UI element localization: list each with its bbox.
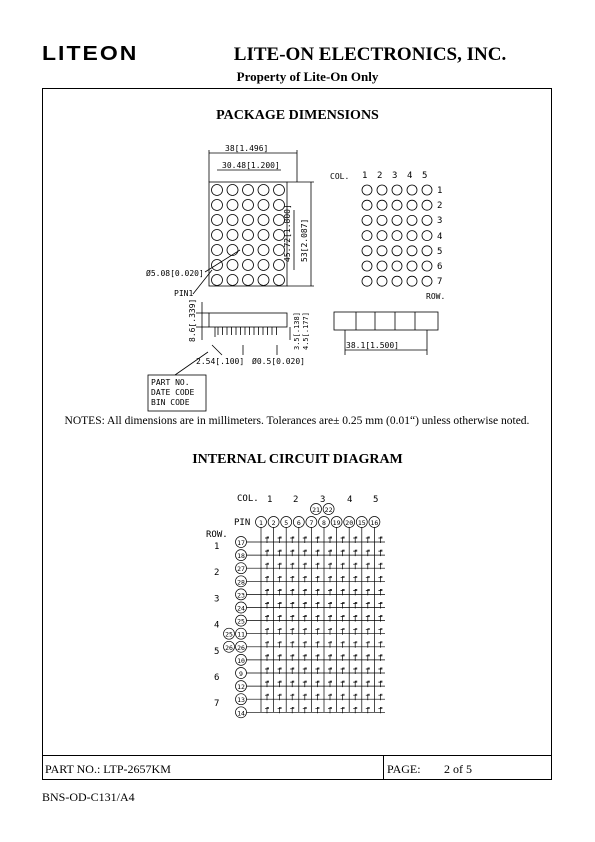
- circuit-row-number: 3: [214, 594, 220, 605]
- dim-height-pitch: 45.72[1.800]: [283, 204, 292, 262]
- row-number: 7: [437, 277, 443, 288]
- col-number: 5: [422, 171, 428, 181]
- col-pin-number: 16: [370, 519, 379, 527]
- dim-pin-length: 3.5[.138]: [293, 312, 301, 350]
- circuit-col-number: 2: [293, 495, 299, 505]
- circuit-col-number: 1: [267, 495, 273, 505]
- col-pin-number: 6: [296, 519, 301, 527]
- dim-row-spacing: 38.1[1.500]: [346, 341, 399, 350]
- col-pin-number: 20: [345, 519, 354, 527]
- row-label: ROW.: [426, 292, 446, 301]
- extra-row-pin-number: 26: [225, 643, 233, 652]
- footer-divider: [42, 755, 552, 756]
- page-label: PAGE:: [387, 762, 421, 776]
- row-pin-number: 14: [237, 709, 245, 718]
- row-pin-number: 9: [239, 670, 243, 678]
- col-pin-number: 1: [259, 519, 263, 527]
- package-dimensions-title: PACKAGE DIMENSIONS: [216, 108, 379, 123]
- liteon-logo: LITEON: [42, 41, 139, 65]
- circuit-row-number: 7: [214, 699, 220, 710]
- dim-pin-length-2: 4.5[.177]: [302, 312, 310, 350]
- row-pin-number: 27: [237, 565, 245, 574]
- row-pin-number: 13: [237, 696, 245, 705]
- circuit-col-number: 4: [347, 495, 353, 505]
- marking-part-no: PART NO.: [151, 378, 190, 387]
- row-number: 3: [437, 216, 443, 227]
- dim-depth: 8.6[.339]: [188, 298, 197, 342]
- circuit-col-number: 3: [320, 495, 326, 505]
- row-pin-number: 10: [237, 656, 245, 665]
- circuit-col-label: COL.: [237, 494, 259, 504]
- extra-col-pin-number: 22: [324, 506, 333, 514]
- col-pin-number: 15: [357, 519, 366, 527]
- row-number: 1: [437, 186, 443, 196]
- col-number: 1: [362, 171, 368, 181]
- col-pin-number: 19: [332, 519, 341, 527]
- row-pin-number: 18: [237, 552, 245, 561]
- col-pin-number: 7: [309, 519, 314, 527]
- row-pin-number: 25: [237, 617, 245, 626]
- row-pin-number: 28: [237, 578, 245, 587]
- notes: NOTES: All dimensions are in millimeters. Tolerances are± 0.25 mm (0.01“) unless otherwise noted.: [64, 415, 530, 427]
- col-pin-number: 2: [271, 519, 276, 527]
- document-number: BNS-OD-C131/A4: [42, 790, 135, 804]
- row-pin-number: 12: [237, 683, 245, 692]
- row-pin-number: 17: [237, 539, 245, 547]
- row-pin-number: 24: [237, 604, 245, 613]
- row-number: 4: [437, 231, 443, 242]
- dim-height-overall: 53[2.087]: [300, 218, 309, 262]
- footer-vertical-divider: [383, 755, 384, 780]
- extra-col-pin-number: 21: [312, 506, 320, 514]
- part-number: PART NO.: LTP-2657KM: [45, 762, 171, 776]
- marking-bin-code: BIN CODE: [151, 398, 190, 407]
- pin1-label: PIN1: [174, 289, 194, 298]
- dim-width-overall: 38[1.496]: [225, 144, 269, 153]
- circuit-row-number: 5: [214, 646, 220, 657]
- dim-pin-pitch: 2.54[.100]: [196, 357, 245, 366]
- circuit-row-number: 1: [214, 542, 220, 552]
- circuit-pin-label: PIN: [234, 518, 251, 528]
- row-number: 5: [437, 246, 443, 257]
- circuit-col-number: 5: [373, 495, 379, 505]
- page-number: 2 of 5: [444, 762, 472, 776]
- property-notice: Property of Lite-On Only: [236, 69, 379, 84]
- col-number: 3: [392, 171, 398, 181]
- marking-date-code: DATE CODE: [151, 388, 195, 397]
- row-pin-number: 23: [237, 591, 245, 600]
- row-pin-number: 26: [237, 643, 245, 652]
- dim-pin-diameter: Ø0.5[0.020]: [252, 357, 305, 366]
- internal-circuit-title: INTERNAL CIRCUIT DIAGRAM: [192, 452, 403, 467]
- row-number: 6: [437, 262, 443, 273]
- col-number: 4: [407, 171, 413, 181]
- col-number: 2: [377, 171, 383, 181]
- col-pin-number: 8: [322, 519, 326, 527]
- circuit-row-number: 2: [214, 568, 220, 579]
- row-number: 2: [437, 201, 443, 212]
- row-pin-number: 11: [237, 630, 245, 639]
- company-name: LITE-ON ELECTRONICS, INC.: [233, 44, 507, 65]
- circuit-row-number: 6: [214, 673, 220, 683]
- dim-width-pitch: 30.48[1.200]: [222, 161, 280, 170]
- circuit-row-number: 4: [214, 620, 220, 631]
- extra-row-pin-number: 25: [225, 630, 233, 639]
- col-label: COL.: [330, 172, 350, 181]
- col-pin-number: 5: [284, 519, 289, 527]
- circuit-row-label: ROW.: [206, 530, 228, 540]
- dim-dot-diameter: Ø5.08[0.020]: [146, 269, 204, 278]
